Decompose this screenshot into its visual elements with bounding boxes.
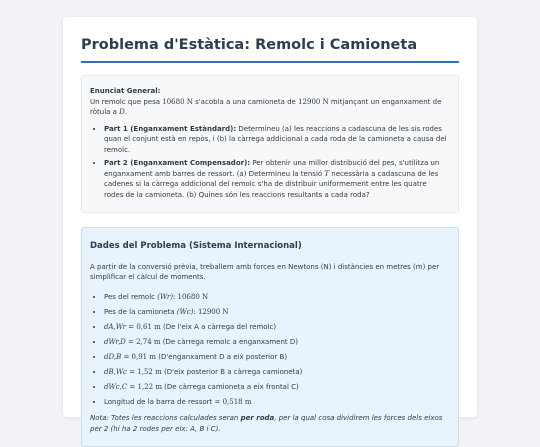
data-item-value: = 1,52 m — [126, 367, 162, 376]
note-bold: per roda — [240, 414, 275, 422]
data-item-desc: (De l'eix A a càrrega del remolc) — [160, 322, 277, 331]
note-pre: Nota: Totes les reaccions calculades seran — [90, 414, 241, 422]
data-item-label: Longitud de la barra de ressort = — [104, 397, 223, 406]
data-item — [104, 322, 448, 333]
data-item — [104, 382, 448, 393]
part-2-text-pre: Per obtenir una millor distribució del pes, s'utilitza un enganxament amb barres de ressort. (a) Determineu la tensió — [104, 159, 440, 178]
statement-text-pre: Un remolc que pesa — [90, 97, 163, 106]
data-item-symbol: dD,B — [104, 352, 122, 361]
data-item-value: : 12900 N — [193, 307, 229, 316]
data-item-value: = 1,22 m — [127, 382, 162, 391]
statement-text-mid: s'acobla a una camioneta de — [192, 97, 299, 106]
data-item — [104, 337, 448, 348]
tension-symbol: T — [324, 169, 330, 178]
data-item-symbol: dWc,C — [104, 382, 128, 391]
data-item-value: : 10680 N — [172, 292, 209, 301]
truck-weight: 12900 N — [298, 97, 329, 106]
statement-text-end: . — [124, 108, 128, 116]
data-list — [90, 292, 448, 408]
data-item — [104, 397, 448, 408]
data-item-desc: (De càrrega remolc a enganxament D) — [160, 337, 298, 346]
data-item-value: = 0,91 m — [121, 352, 156, 361]
part-1-label: Part 1 (Enganxament Estàndard): — [104, 124, 237, 133]
statement-heading: Enunciat General: — [90, 87, 161, 95]
data-item-label: Pes de la camioneta — [104, 307, 177, 316]
data-item — [104, 352, 448, 363]
data-item-symbol: dA,Wr — [104, 322, 126, 331]
data-item-label: Pes del remolc — [104, 292, 158, 301]
statement-text — [90, 97, 448, 118]
data-item-value: = 2,74 m — [125, 337, 161, 346]
part-2 — [104, 158, 448, 200]
data-item-value: = 0,61 m — [126, 322, 161, 331]
hitch-point: D — [119, 108, 125, 116]
part-2-text-post: necessària a cadascuna de les cadenes si la càrrega addicional del remolc s'ha de distribuir uniformement entre les quatre rodes de la camioneta. (b) Quines són les reaccions resultants a cada roda? — [104, 169, 439, 199]
problem-data-box — [81, 227, 459, 447]
part-1-text: Determineu (a) les reaccions a cadascuna de les sis rodes quan el conjunt està en repòs, i (b) la càrrega addicional a cada roda de la camioneta a causa del remolc. — [104, 124, 447, 154]
statement-text-post: mitjançant un enganxament de ròtula a — [90, 97, 442, 116]
parts-list — [90, 124, 448, 201]
data-item-symbol: (Wr) — [157, 292, 173, 301]
trailer-weight: 10680 N — [162, 97, 193, 106]
data-item-desc: (D'eix posterior B a càrrega camioneta) — [161, 367, 303, 376]
data-item-desc: (De càrrega camioneta a eix frontal C) — [161, 382, 299, 391]
data-item-desc: (D'enganxament D a eix posterior B) — [155, 352, 288, 361]
part-1 — [104, 124, 448, 156]
data-note — [90, 413, 448, 434]
part-2-label: Part 2 (Enganxament Compensador): — [104, 159, 251, 167]
data-item-value: 0,518 m — [222, 397, 252, 406]
data-item-symbol: dWr,D — [104, 337, 126, 346]
data-item — [104, 307, 448, 318]
page-title: Problema d'Estàtica: Remolc i Camioneta — [81, 37, 459, 63]
problem-card — [63, 17, 477, 433]
data-item — [104, 367, 448, 378]
general-statement — [81, 75, 459, 213]
data-item-symbol: dB,Wc — [104, 367, 127, 376]
data-item-symbol: (Wc) — [176, 307, 194, 316]
data-item — [104, 292, 448, 303]
data-heading: Dades del Problema (Sistema Internacional) — [90, 241, 302, 251]
data-intro: A partir de la conversió prèvia, treballem amb forces en Newtons (N) i distàncies en metres (m) per simplificar el càlcul de moments. — [90, 262, 440, 281]
note-post: , per la qual cosa dividirem les forces dels eixos per 2 (hi ha 2 rodes per eix: A, B i C). — [90, 414, 443, 433]
